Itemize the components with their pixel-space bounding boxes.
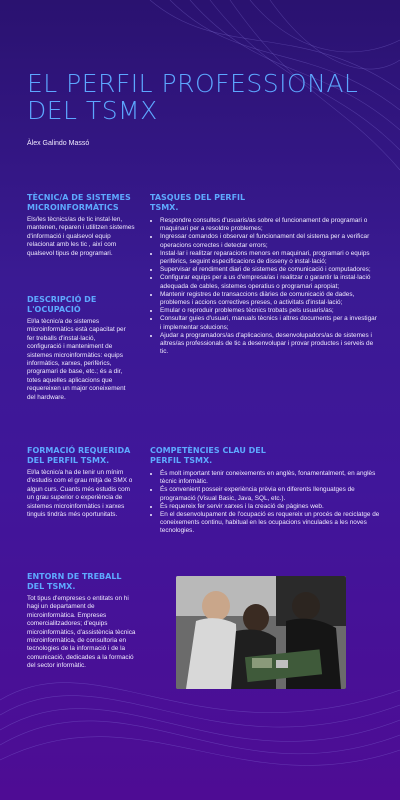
list-item: • Ajudar a programadors/as d'aplicacions, desenvolupadors/as de sistemes i altres/as professionals de tic a desenvolupar i provar productes i serveis de tic. xyxy=(160,332,380,357)
technicians-photo xyxy=(176,576,346,689)
list-item: • Respondre consultes d'usuaris/as sobre el funcionament de programari o maquinari per a resoldre problemes; xyxy=(160,217,380,233)
list-item: • És molt important tenir coneixements en anglès, fonamentalment, en anglès tècnic informàtic. xyxy=(160,470,382,486)
section-heading: FORMACIÓ REQUERIDA DEL PERFIL TSMX. xyxy=(27,446,131,465)
list-item: • Supervisar el rendiment diari de sistemes de comunicació i computadores; xyxy=(160,266,380,274)
section-body: El/la tècnic/a ha de tenir un mínim d'estudis com el grau mitjà de SMX o algun curs. Cuants més estudis com un grau superior o experiència de sistemes microinformàtics i xarxes tinguis tindràs més oportunitats. xyxy=(27,469,133,519)
list-item: • Emular o reproduir problemes tècnics trobats pels usuaris/as; xyxy=(160,307,380,315)
list-item: • Instal·lar i realitzar reparacions menors en maquinari, programari o equips perifèrics, seguint especificacions de disseny o instal·lació; xyxy=(160,250,380,266)
section-heading: DESCRIPCIÓ DE L'OCUPACIÓ xyxy=(27,295,97,314)
section-descripcio xyxy=(27,295,127,402)
list-item: • Ingressar comandos i observar el funcionament del sistema per a verificar operacions correctes i detectar errors; xyxy=(160,233,380,249)
list-item: • Mantenir registres de transaccions diàries de comunicació de dades, problemes i accions correctives preses, o activitats d'instal·lació; xyxy=(160,291,380,307)
list-item: • Consultar guies d'usuari, manuals tècnics i altres documents per a investigar i implementar solucions; xyxy=(160,315,380,331)
list-item: • És convenient posseir experiència prèvia en diferents llenguatges de programació (Visual Basic, Java, SQL, etc.). xyxy=(160,486,382,502)
section-body: Els/les tècnics/as de tic instal·len, mantenen, reparen i utilitzen sistemes d'informació i qualsevol equip relacionat amb les tic , així com qualsevol tipus de programari. xyxy=(27,216,135,257)
author-name: Àlex Galindo Massó xyxy=(27,140,90,147)
tasks-list xyxy=(150,217,380,356)
section-entorn xyxy=(27,572,139,671)
competencies-list xyxy=(150,470,382,536)
photo-illustration xyxy=(176,576,346,689)
section-tasques xyxy=(150,193,380,356)
section-heading: COMPETÈNCIES CLAU DEL PERFIL TSMX. xyxy=(150,446,266,465)
list-item: • Configurar equips per a us d'empresa/as i realitzar o garantir la instal·lació adequada de cables, sistemes operatius o programari apropiat; xyxy=(160,274,380,290)
list-item: • En el desenvolupament de l'ocupació es requereix un procés de reciclatge de coneixements continu, habitual en les ocupacions vinculades a les noves tecnologies. xyxy=(160,511,382,536)
page-title: EL PERFIL PROFESSIONAL DEL TSMX xyxy=(27,69,359,125)
section-heading: ENTORN DE TREBALL DEL TSMX. xyxy=(27,572,122,591)
section-tecnic xyxy=(27,193,135,258)
section-body: El/la tècnic/a de sistemes microinformàtics està capacitat per fer treballs d'instal·lació, configuració i manteniment de sistemes microinformàtics: equips informàtics, xarxes, perifèrics, programari de base, etc.; és a dir, totes aquelles aplicacions que requereixen un major coneixement del hardware. xyxy=(27,318,126,401)
section-heading: TASQUES DEL PERFIL TSMX. xyxy=(150,193,246,212)
section-formacio xyxy=(27,446,137,519)
section-heading: TÈCNIC/A DE SISTEMES MICROINFORMÀTICS xyxy=(27,193,131,212)
section-body: Tot tipus d'empreses o entitats on hi hagi un departament de microinformàtica. Empreses comercialitzadores; d'equips microinformàtics, d'assistència tècnica microinformàtica, de consultoria en tecnologies de la informació i de la comunicació, dedicades a la formació del sector informàtic. xyxy=(27,595,136,670)
list-item: • És requereix fer servir xarxes i la creació de pàgines web. xyxy=(160,503,382,511)
section-competencies xyxy=(150,446,382,536)
